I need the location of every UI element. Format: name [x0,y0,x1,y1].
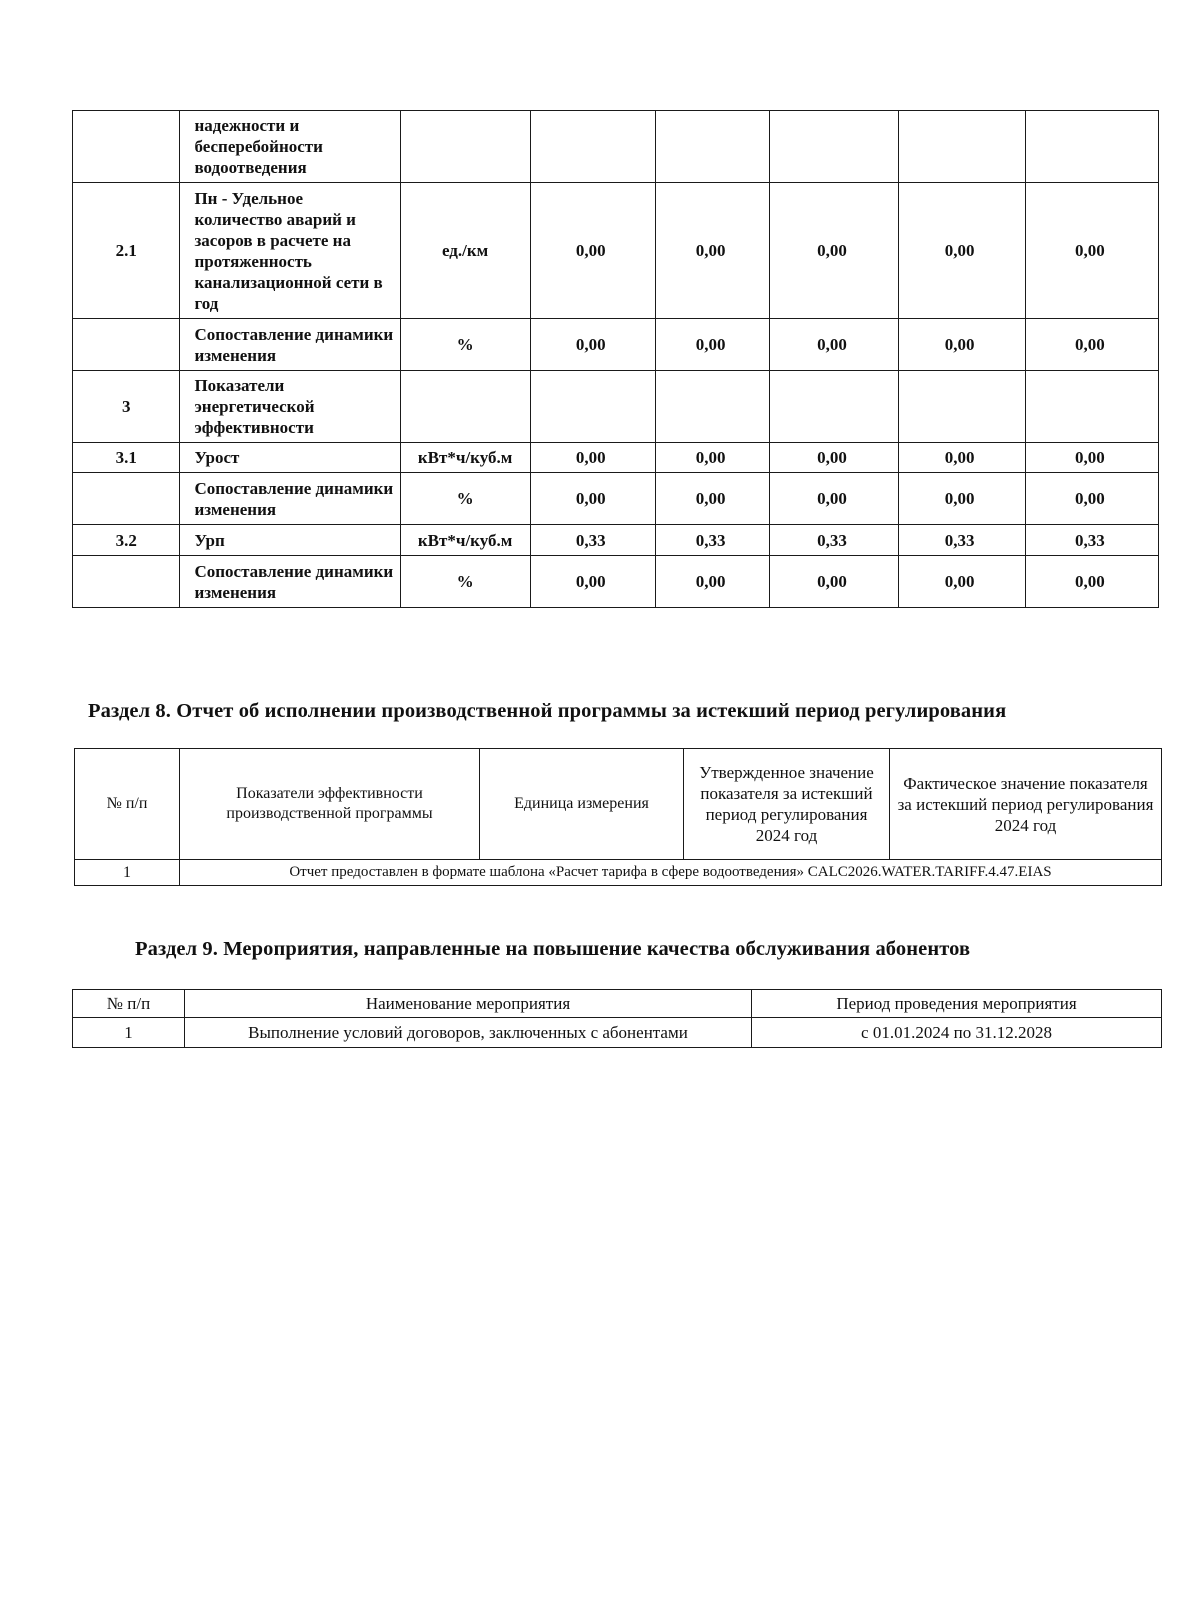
indicator-name: Пн - Удельное количество аварий и засоров в расчете на протяженность канализационной сети в год [180,183,400,319]
unit-cell: кВт*ч/куб.м [400,443,530,473]
section-9-table [72,989,1162,1048]
value-cell: 0,00 [655,443,770,473]
column-header-actual: Фактическое значение показателя за истекший период регулирования 2024 год [890,749,1162,860]
row-number: 1 [75,860,180,886]
unit-cell: % [400,319,530,371]
unit-cell [400,111,530,183]
value-cell: 0,00 [770,319,898,371]
value-cell: 0,33 [770,525,898,556]
indicator-name: Сопоставление динамики изменения [180,319,400,371]
indicator-name: Урп [180,525,400,556]
unit-cell [400,371,530,443]
row-number: 2.1 [73,183,180,319]
value-cell [1025,111,1158,183]
table-row [73,525,1159,556]
value-cell [655,111,770,183]
value-cell: 0,00 [770,473,898,525]
value-cell: 0,00 [770,443,898,473]
row-number [73,111,180,183]
table-header-row [73,990,1162,1018]
row-number [73,556,180,608]
value-cell: 0,00 [1025,556,1158,608]
value-cell: 0,33 [530,525,655,556]
section-8-table [74,748,1162,886]
indicator-name: надежности и бесперебойности водоотведения [180,111,400,183]
value-cell: 0,33 [655,525,770,556]
indicator-name: Сопоставление динамики изменения [180,556,400,608]
value-cell: 0,00 [770,183,898,319]
value-cell [1025,371,1158,443]
table-row [73,183,1159,319]
section-8-title: Раздел 8. Отчет об исполнении производственной программы за истекший период регулирования [88,700,1007,722]
value-cell: 0,00 [655,556,770,608]
unit-cell: ед./км [400,183,530,319]
activity-name: Выполнение условий договоров, заключенных с абонентами [185,1018,752,1048]
table-row [73,111,1159,183]
table-row [75,860,1162,886]
unit-cell: % [400,473,530,525]
value-cell: 0,00 [655,319,770,371]
indicator-name: Показатели энергетической эффективности [180,371,400,443]
value-cell: 0,00 [530,443,655,473]
table-row [73,1018,1162,1048]
column-header-activity: Наименование мероприятия [185,990,752,1018]
value-cell: 0,00 [898,183,1025,319]
unit-cell: кВт*ч/куб.м [400,525,530,556]
value-cell: 0,00 [530,556,655,608]
value-cell: 0,00 [770,556,898,608]
table-row [73,443,1159,473]
table-row [73,473,1159,525]
table-row [73,371,1159,443]
value-cell: 0,00 [898,473,1025,525]
row-number: 1 [73,1018,185,1048]
indicators-table [72,110,1159,608]
value-cell [530,111,655,183]
row-number: 3.1 [73,443,180,473]
value-cell: 0,00 [1025,473,1158,525]
value-cell [655,371,770,443]
column-header-number: № п/п [75,749,180,860]
value-cell: 0,00 [1025,443,1158,473]
value-cell [898,111,1025,183]
activity-period: с 01.01.2024 по 31.12.2028 [752,1018,1162,1048]
column-header-number: № п/п [73,990,185,1018]
column-header-approved: Утвержденное значение показателя за истекший период регулирования 2024 год [684,749,890,860]
value-cell: 0,33 [1025,525,1158,556]
column-header-indicator: Показатели эффективности производственной программы [180,749,480,860]
value-cell: 0,00 [898,319,1025,371]
column-header-unit: Единица измерения [480,749,684,860]
row-number: 3 [73,371,180,443]
value-cell [898,371,1025,443]
report-note: Отчет предоставлен в формате шаблона «Расчет тарифа в сфере водоотведения» CALC2026.WATER.TARIFF.4.47.EIAS [180,860,1162,886]
table-row [73,319,1159,371]
value-cell: 0,00 [898,443,1025,473]
section-9-title: Раздел 9. Мероприятия, направленные на повышение качества обслуживания абонентов [135,938,971,960]
table-row [73,556,1159,608]
indicator-name: Урост [180,443,400,473]
value-cell: 0,00 [530,183,655,319]
value-cell: 0,33 [898,525,1025,556]
value-cell: 0,00 [655,183,770,319]
value-cell [770,111,898,183]
row-number: 3.2 [73,525,180,556]
value-cell: 0,00 [530,473,655,525]
value-cell: 0,00 [1025,183,1158,319]
row-number [73,473,180,525]
value-cell: 0,00 [1025,319,1158,371]
indicator-name: Сопоставление динамики изменения [180,473,400,525]
table-header-row [75,749,1162,860]
value-cell [770,371,898,443]
column-header-period: Период проведения мероприятия [752,990,1162,1018]
value-cell: 0,00 [530,319,655,371]
row-number [73,319,180,371]
value-cell: 0,00 [655,473,770,525]
unit-cell: % [400,556,530,608]
value-cell: 0,00 [898,556,1025,608]
value-cell [530,371,655,443]
